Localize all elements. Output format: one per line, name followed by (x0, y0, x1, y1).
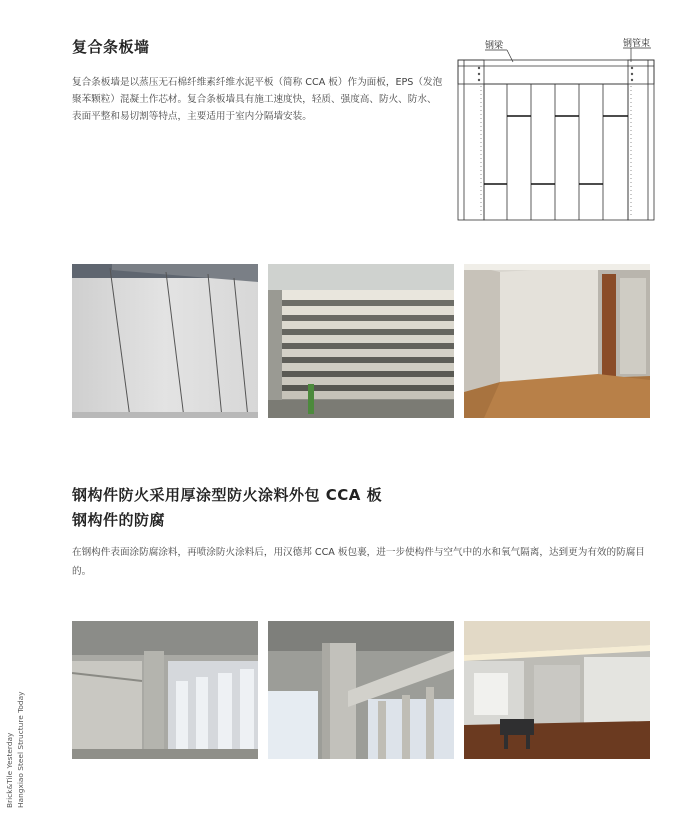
sidebar-line2: Hangxiao Steel Structure Today (16, 691, 25, 808)
section1-title: 复合条板墙 (72, 38, 150, 56)
photo-finished-room (464, 264, 650, 418)
diagram-label-steel-beam: 钢梁 (485, 41, 504, 51)
section2-title-line2: 钢构件的防腐 (72, 511, 166, 529)
sidebar-vertical-text (0, 660, 30, 810)
wall-panel-diagram (455, 38, 657, 224)
sidebar-line1: Brick&Tile Yesterday (5, 732, 14, 808)
photo-stacked-panels (268, 264, 454, 418)
section2-paragraph: 在钢构件表面涂防腐涂料，再喷涂防火涂料后，用汉德邦 CCA 板包裹，进一步使构件与空气中的水和氧气隔离，达到更为有效的防腐目的。 (72, 547, 645, 577)
photo-panel-wall-closeup (72, 264, 258, 418)
section2-title-line1: 钢构件防火采用厚涂型防火涂料外包 CCA 板 (72, 486, 383, 504)
section2-title (72, 483, 382, 533)
photo-wrapped-steel-column (268, 621, 454, 759)
photo-finished-interior (464, 621, 650, 759)
photo-steel-frame-corridor (72, 621, 258, 759)
diagram-label-steel-tube: 钢管束 (623, 39, 651, 49)
section1-paragraph: 复合条板墙是以蒸压无石棉纤维素纤维水泥平板（简称 CCA 板）作为面板，EPS（发泡聚苯颗粒）混凝土作芯材。复合条板墙具有施工速度快，轻质、强度高、防火、防水、表面平整和易切割等特点，主要适用于室内分隔墙安装。 (72, 77, 443, 122)
